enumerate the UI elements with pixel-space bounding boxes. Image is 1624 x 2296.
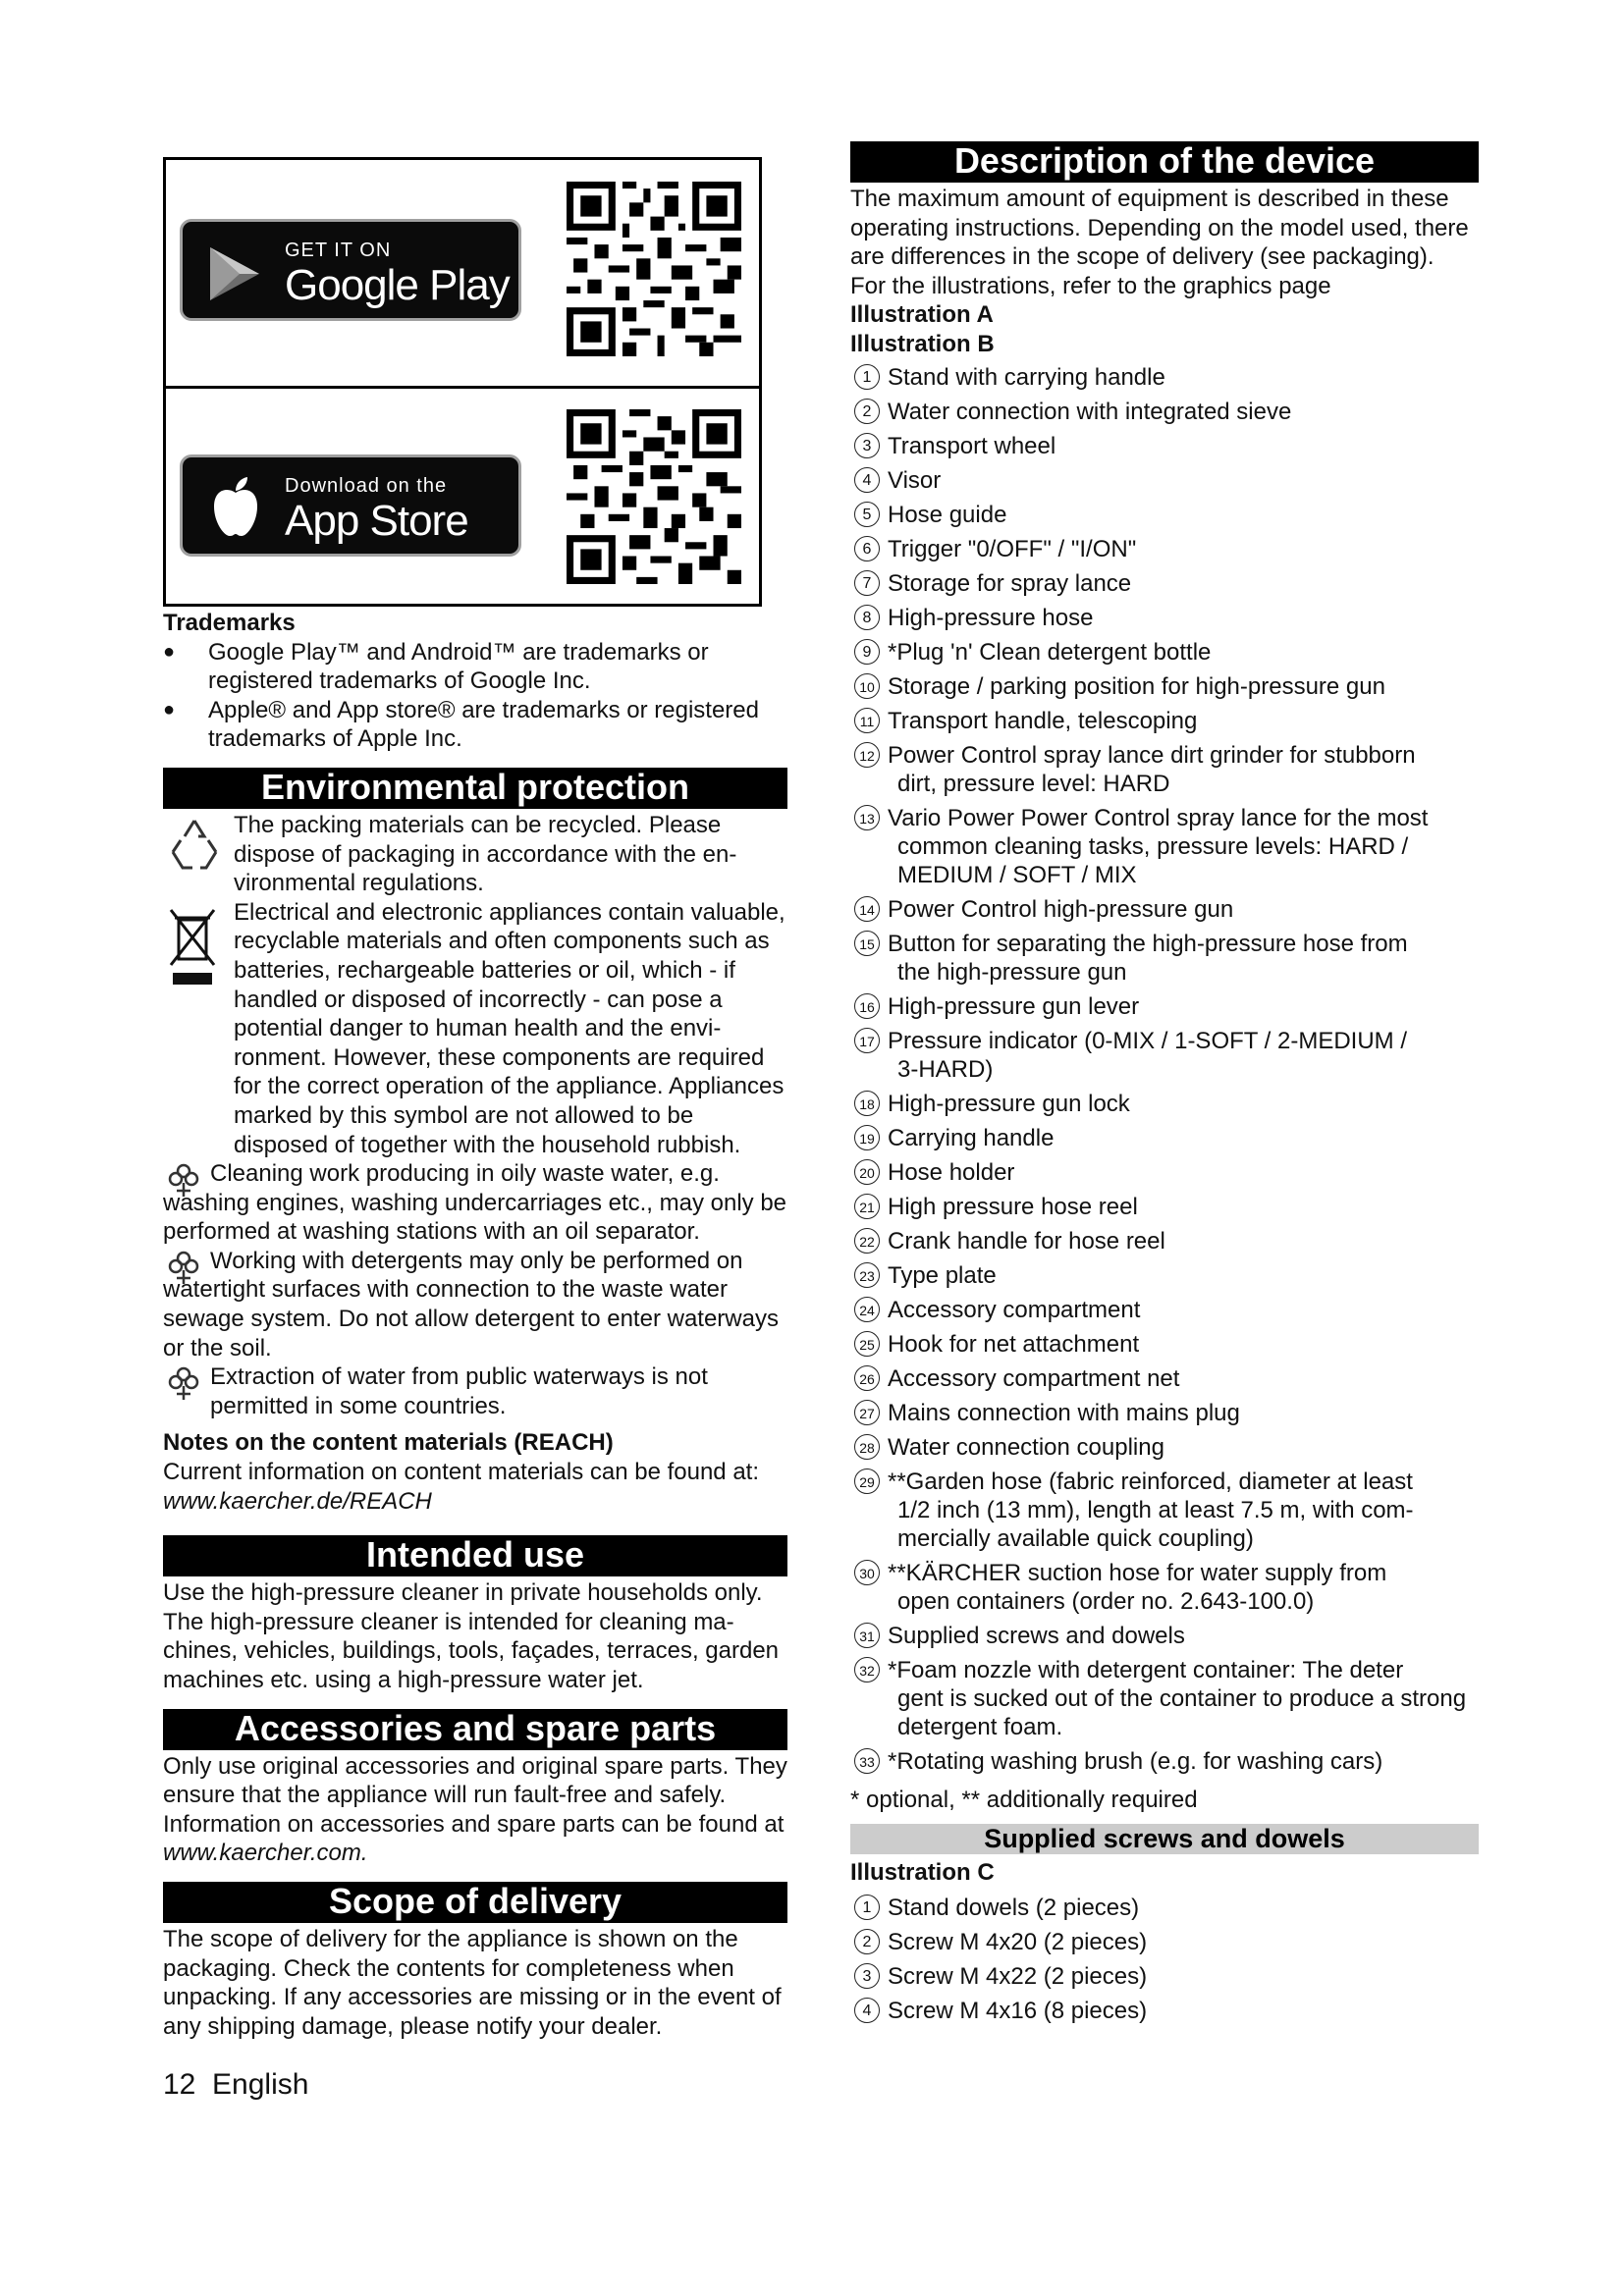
device-illustrations-ref: For the illustrations, refer to the graphics page — [850, 272, 1331, 299]
item-text: *Plug 'n' Clean detergent bottle — [888, 638, 1212, 666]
item-number-badge: 29 — [854, 1468, 880, 1494]
item-text: Vario Power Power Control spray lance for the most — [888, 804, 1429, 831]
item-text: **KÄRCHER suction hose for water supply from — [888, 1559, 1387, 1586]
item-text: Carrying handle — [888, 1124, 1055, 1151]
item-text: Type plate — [888, 1261, 997, 1289]
list-item — [850, 1330, 1479, 1359]
water-tap-icon — [167, 1163, 200, 1199]
weee-text: Electrical and electronic appliances contain valuable, recyclable materials and often components such as batteries, rechargeable batteries or oil, which - if handled or disposed of incorrectly - can pose a potential danger to human health and the environment. However, these components are required for the correct operation of the appliance. Appliances marked by this symbol are not allowed to be disposed of together with the household rubbish. — [234, 898, 785, 1158]
item-number-badge: 17 — [854, 1028, 880, 1053]
item-number-badge: 6 — [854, 536, 880, 561]
recycling-paragraph — [163, 811, 787, 898]
list-item — [850, 1193, 1479, 1221]
item-number-badge: 19 — [854, 1125, 880, 1150]
app-store-qr-code[interactable] — [567, 409, 741, 584]
accessories-paragraph-2 — [163, 1810, 787, 1868]
page-language: English — [212, 2068, 309, 2102]
device-parts-list — [850, 363, 1479, 1776]
list-item — [850, 1928, 1479, 1956]
list-item — [850, 1364, 1479, 1393]
list-item — [850, 992, 1479, 1021]
list-item — [850, 1894, 1479, 1922]
item-text: Pressure indicator (0-MIX / 1-SOFT / 2-MEDIUM / — [888, 1027, 1407, 1054]
list-item — [850, 895, 1479, 924]
intended-use-text-2: The high-pressure cleaner is intended for cleaning machines, vehicles, buildings, tools, façades, terraces, garden machines etc. using a high-pressure water jet. — [163, 1608, 780, 1693]
google-play-badge[interactable] — [180, 219, 521, 321]
item-text: Screw M 4x22 (2 pieces) — [888, 1962, 1148, 1990]
item-number-badge: 22 — [854, 1228, 880, 1254]
item-text: High pressure hose reel — [888, 1193, 1138, 1220]
screws-header: Supplied screws and dowels — [850, 1824, 1479, 1854]
item-text: Trigger "0/OFF" / "I/ON" — [888, 535, 1137, 562]
item-number-badge: 7 — [854, 570, 880, 596]
item-text-continued: common cleaning tasks, pressure levels: HARD / MEDIUM / SOFT / MIX — [897, 832, 1409, 888]
intended-use-header: Intended use — [163, 1535, 787, 1576]
item-text: Storage / parking position for high-pressure gun — [888, 672, 1385, 700]
item-text-continued: gent is sucked out of the container to produce a strong detergent foam. — [897, 1684, 1467, 1740]
item-number-badge: 2 — [854, 399, 880, 424]
item-number-badge: 1 — [854, 364, 880, 390]
list-item — [850, 432, 1479, 460]
item-number-badge: 16 — [854, 993, 880, 1019]
item-text: *Rotating washing brush (e.g. for washing cars) — [888, 1747, 1383, 1775]
right-column — [850, 141, 1479, 2031]
detergent-text: Working with detergents may only be performed on watertight surfaces with connection to the waste water sewage system. Do not allow detergent to enter waterways or the soil. — [163, 1247, 779, 1362]
recycling-text: The packing materials can be recycled. Please dispose of packaging in accordance with the environmental regulations. — [234, 811, 737, 897]
item-text: Storage for spray lance — [888, 569, 1132, 597]
item-number-badge: 26 — [854, 1365, 880, 1391]
item-text: High-pressure gun lock — [888, 1090, 1130, 1117]
recycling-icon — [165, 817, 224, 872]
screws-list — [850, 1894, 1479, 2025]
list-item — [850, 1227, 1479, 1255]
list-item — [850, 707, 1479, 735]
item-number-badge: 13 — [854, 805, 880, 830]
reach-text: Current information on content materials can be found at: — [163, 1459, 760, 1486]
list-item — [850, 1158, 1479, 1187]
item-text: Button for separating the high-pressure hose from — [888, 930, 1408, 957]
list-item — [850, 1559, 1479, 1616]
item-text: Water connection coupling — [888, 1433, 1164, 1461]
item-number-badge: 8 — [854, 605, 880, 630]
item-number-badge: 12 — [854, 742, 880, 768]
item-text: Accessory compartment — [888, 1296, 1141, 1323]
item-number-badge: 24 — [854, 1297, 880, 1322]
oily-water-text: Cleaning work producing in oily waste water, e.g. washing engines, washing undercarriages etc., may only be performed at washing stations with an oil separator. — [163, 1160, 787, 1246]
public-water-paragraph — [163, 1362, 787, 1420]
list-item — [850, 672, 1479, 701]
item-number-badge: 14 — [854, 896, 880, 922]
illustration-b-label: Illustration B — [850, 330, 995, 357]
intended-use-text-1: Use the high-pressure cleaner in private households only. — [163, 1579, 763, 1607]
store-divider — [166, 386, 759, 389]
item-number-badge: 1 — [854, 1895, 880, 1920]
device-footnote: * optional, ** additionally required — [850, 1786, 1198, 1813]
item-number-badge: 28 — [854, 1434, 880, 1460]
list-item — [850, 1468, 1479, 1553]
list-item — [850, 1747, 1479, 1776]
google-play-qr-code[interactable] — [567, 182, 741, 356]
page-footer — [163, 2068, 787, 2102]
item-text: High-pressure gun lever — [888, 992, 1140, 1020]
device-description-header: Description of the device — [850, 141, 1479, 183]
crossed-bin-icon — [169, 906, 216, 988]
item-number-badge: 4 — [854, 1998, 880, 2023]
list-item — [850, 535, 1479, 563]
trademark-item-apple: ● Apple® and App store® are trademarks or registered trademarks of Apple Inc. — [163, 696, 787, 754]
google-play-big-text: Google Play — [285, 261, 510, 309]
item-number-badge: 15 — [854, 931, 880, 956]
list-item — [850, 1997, 1479, 2025]
item-text-continued: 1/2 inch (13 mm), length at least 7.5 m, with commercially available quick coupling) — [897, 1496, 1414, 1552]
oily-water-paragraph — [163, 1159, 787, 1247]
weee-paragraph — [163, 898, 787, 1159]
item-text: Stand with carrying handle — [888, 363, 1165, 391]
list-item — [850, 604, 1479, 632]
item-text-continued: the high-pressure gun — [897, 958, 1127, 986]
item-text-continued: 3-HARD) — [897, 1055, 994, 1083]
illustration-c-label: Illustration C — [850, 1859, 995, 1887]
item-number-badge: 9 — [854, 639, 880, 665]
list-item — [850, 569, 1479, 598]
list-item — [850, 1090, 1479, 1118]
item-text: Screw M 4x20 (2 pieces) — [888, 1928, 1148, 1955]
list-item — [850, 1962, 1479, 1991]
list-item — [850, 1622, 1479, 1650]
item-text: Hose guide — [888, 501, 1007, 528]
item-text: **Garden hose (fabric reinforced, diameter at least — [888, 1468, 1413, 1495]
list-item — [850, 1656, 1479, 1741]
list-item — [850, 501, 1479, 529]
item-number-badge: 30 — [854, 1560, 880, 1585]
scope-text: The scope of delivery for the appliance is shown on the packaging. Check the contents for completeness when unpacking. If any accessories are missing or in the event of any shipping damage, please notify your dealer. — [163, 1925, 782, 2040]
item-number-badge: 21 — [854, 1194, 880, 1219]
list-item — [850, 398, 1479, 426]
item-number-badge: 27 — [854, 1400, 880, 1425]
google-play-small-text: GET IT ON — [285, 240, 392, 261]
item-text: Accessory compartment net — [888, 1364, 1180, 1392]
list-item — [850, 1261, 1479, 1290]
water-tap-icon — [167, 1366, 200, 1402]
item-text-continued: open containers (order no. 2.643-100.0) — [897, 1587, 1315, 1615]
list-item — [850, 1027, 1479, 1084]
trademarks-title: Trademarks — [163, 610, 296, 636]
item-text: Crank handle for hose reel — [888, 1227, 1165, 1255]
item-text: Mains connection with mains plug — [888, 1399, 1240, 1426]
env-protection-header: Environmental protection — [163, 768, 787, 809]
illustration-a-label: Illustration A — [850, 301, 994, 329]
item-text: Water connection with integrated sieve — [888, 398, 1292, 425]
item-number-badge: 11 — [854, 708, 880, 733]
item-text: *Foam nozzle with detergent container: The deter — [888, 1656, 1404, 1683]
accessories-header: Accessories and spare parts — [163, 1709, 787, 1750]
reach-link[interactable]: www.kaercher.de/REACH — [163, 1487, 432, 1515]
scope-header: Scope of delivery — [163, 1882, 787, 1923]
app-store-small-text: Download on the — [285, 475, 448, 497]
water-tap-icon — [167, 1251, 200, 1286]
item-number-badge: 2 — [854, 1929, 880, 1954]
item-number-badge: 4 — [854, 467, 880, 493]
list-item — [850, 1399, 1479, 1427]
app-store-big-text: App Store — [285, 497, 468, 545]
item-number-badge: 5 — [854, 502, 880, 527]
page-number: 12 — [163, 2068, 196, 2102]
list-item — [850, 1124, 1479, 1152]
app-store-box — [163, 157, 762, 607]
item-text: Screw M 4x16 (8 pieces) — [888, 1997, 1148, 2024]
apple-icon — [208, 475, 263, 540]
item-text: High-pressure hose — [888, 604, 1094, 631]
item-number-badge: 23 — [854, 1262, 880, 1288]
item-text: Supplied screws and dowels — [888, 1622, 1185, 1649]
list-item — [850, 741, 1479, 798]
list-item — [850, 466, 1479, 495]
item-number-badge: 32 — [854, 1657, 880, 1682]
google-play-icon — [204, 243, 265, 304]
item-text: Transport wheel — [888, 432, 1056, 459]
reach-title: Notes on the content materials (REACH) — [163, 1429, 614, 1457]
item-number-badge: 25 — [854, 1331, 880, 1357]
item-number-badge: 31 — [854, 1623, 880, 1648]
list-item — [850, 930, 1479, 987]
reach-paragraph — [163, 1458, 787, 1516]
item-text: Stand dowels (2 pieces) — [888, 1894, 1140, 1921]
public-water-text: Extraction of water from public waterways is not permitted in some countries. — [210, 1363, 708, 1419]
left-column — [163, 157, 787, 2102]
item-number-badge: 20 — [854, 1159, 880, 1185]
item-text: Transport handle, telescoping — [888, 707, 1198, 734]
item-number-badge: 33 — [854, 1748, 880, 1774]
detergent-paragraph — [163, 1247, 787, 1362]
item-text-continued: dirt, pressure level: HARD — [897, 770, 1170, 797]
item-number-badge: 10 — [854, 673, 880, 699]
list-item — [850, 1433, 1479, 1462]
item-number-badge: 18 — [854, 1091, 880, 1116]
accessories-link[interactable]: www.kaercher.com. — [163, 1840, 368, 1867]
accessories-text-2: Information on accessories and spare parts can be found at — [163, 1810, 785, 1838]
list-item — [850, 804, 1479, 889]
accessories-text-1: Only use original accessories and original spare parts. They ensure that the appliance will run fault-free and safely. — [163, 1752, 787, 1809]
list-item — [850, 1296, 1479, 1324]
list-item — [850, 638, 1479, 667]
item-number-badge: 3 — [854, 433, 880, 458]
device-intro: The maximum amount of equipment is described in these operating instructions. Depending on the model used, there are differences in the scope of delivery (see packaging). — [850, 186, 1469, 271]
item-text: Hose holder — [888, 1158, 1015, 1186]
item-text: Hook for net attachment — [888, 1330, 1140, 1358]
app-store-badge[interactable] — [180, 454, 521, 557]
item-number-badge: 3 — [854, 1963, 880, 1989]
list-item — [850, 363, 1479, 392]
item-text: Power Control spray lance dirt grinder for stubborn — [888, 741, 1416, 769]
item-text: Power Control high-pressure gun — [888, 895, 1234, 923]
trademark-item-google: ● Google Play™ and Android™ are trademarks or registered trademarks of Google Inc. — [163, 638, 787, 696]
item-text: Visor — [888, 466, 942, 494]
